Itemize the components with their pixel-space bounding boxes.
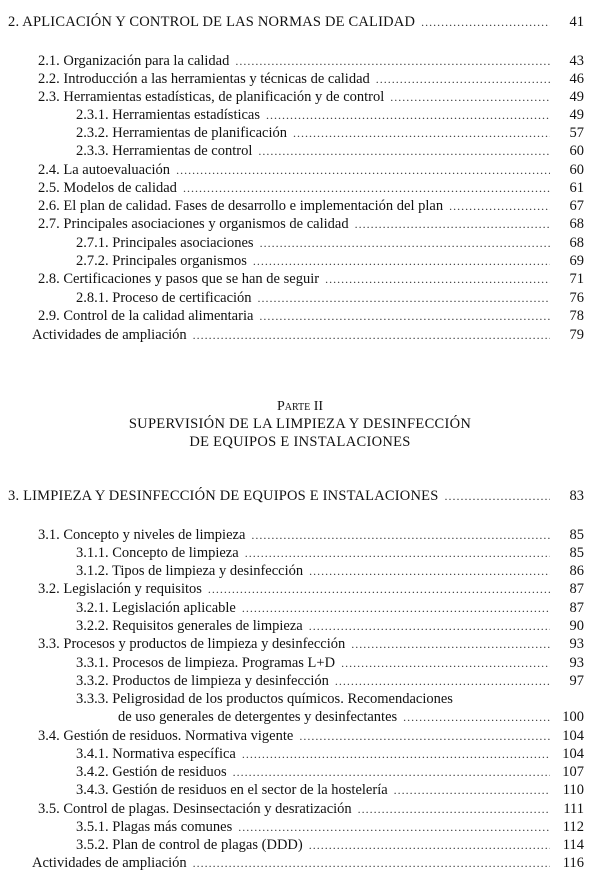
entry-label: 2.3.1. Herramientas estadísticas — [76, 107, 261, 123]
toc-subentry[interactable] — [76, 745, 584, 763]
page-number: 107 — [562, 764, 584, 780]
entry-label: 3.5.2. Plan de control de plagas (DDD) — [76, 837, 303, 853]
dot-leader — [183, 179, 550, 197]
dot-leader — [238, 818, 550, 836]
page-number: 79 — [569, 327, 584, 343]
page-number: 49 — [569, 89, 584, 105]
toc-entry[interactable] — [38, 161, 584, 179]
toc-subentry[interactable] — [76, 106, 584, 124]
dot-leader — [193, 854, 550, 872]
entry-label: 2.1. Organización para la calidad — [38, 53, 230, 69]
dot-leader — [242, 745, 550, 763]
toc-entry[interactable] — [38, 197, 584, 215]
page-number: 60 — [569, 162, 584, 178]
entry-label: 3.2. Legislación y requisitos — [38, 581, 202, 597]
toc-subentry[interactable] — [76, 617, 584, 635]
toc-entry[interactable] — [38, 800, 584, 818]
entry-label: 2.5. Modelos de calidad — [38, 180, 177, 196]
entry-label: 3.3.3. Peligrosidad de los productos químicos. Recomendaciones — [76, 691, 453, 707]
dot-leader — [258, 289, 550, 307]
dot-leader — [259, 307, 550, 325]
dot-leader — [235, 52, 550, 70]
dot-leader — [358, 800, 550, 818]
toc-subentry[interactable] — [76, 818, 584, 836]
entry-label: 3.1.1. Concepto de limpieza — [76, 545, 239, 561]
toc-entry[interactable] — [38, 52, 584, 70]
toc-entry[interactable] — [32, 854, 584, 872]
page-number: 43 — [569, 53, 584, 69]
dot-leader — [260, 234, 550, 252]
page-number: 93 — [569, 655, 584, 671]
dot-leader — [444, 487, 550, 505]
dot-leader — [390, 88, 550, 106]
toc-entry[interactable] — [38, 307, 584, 325]
part-title-line-2: DE EQUIPOS E INSTALACIONES — [189, 434, 411, 450]
entry-label: 2.3.3. Herramientas de control — [76, 143, 253, 159]
entry-label: 3.1. Concepto y niveles de limpieza — [38, 527, 246, 543]
toc-entry[interactable] — [38, 526, 584, 544]
toc-subentry[interactable] — [76, 252, 584, 270]
entry-label: 3.4.2. Gestión de residuos — [76, 764, 227, 780]
toc-subentry[interactable] — [76, 544, 584, 562]
entry-label: 3.1.2. Tipos de limpieza y desinfección — [76, 563, 304, 579]
page-number: 76 — [569, 290, 584, 306]
page-number: 111 — [563, 801, 584, 817]
page-number: 97 — [569, 673, 584, 689]
entry-label: 3.3.1. Procesos de limpieza. Programas L+D — [76, 655, 336, 671]
page-number: 68 — [569, 216, 584, 232]
entry-label: 2.9. Control de la calidad alimentaria — [38, 308, 254, 324]
page-number: 112 — [562, 819, 584, 835]
part-label: Parte II — [276, 399, 324, 414]
entry-label: 3.2.1. Legislación aplicable — [76, 600, 236, 616]
dot-leader — [176, 161, 550, 179]
toc-subentry[interactable] — [76, 289, 584, 307]
entry-label: de uso generales de detergentes y desinfectantes — [118, 709, 398, 725]
dot-leader — [341, 654, 550, 672]
toc-subentry[interactable] — [76, 836, 584, 854]
toc-entry[interactable] — [38, 88, 584, 106]
toc-subentry[interactable] — [76, 142, 584, 160]
toc-subentry[interactable] — [76, 763, 584, 781]
page-number: 41 — [569, 14, 584, 30]
entry-label: 3.3. Procesos y productos de limpieza y desinfección — [38, 636, 346, 652]
toc-subentry[interactable] — [76, 690, 584, 708]
chapter-title: 3. LIMPIEZA Y DESINFECCIÓN DE EQUIPOS E INSTALACIONES — [8, 488, 439, 504]
entry-label: 2.7.1. Principales asociaciones — [76, 235, 254, 251]
entry-label: 2.2. Introducción a las herramientas y técnicas de calidad — [38, 71, 370, 87]
dot-leader — [376, 70, 550, 88]
page-number: 67 — [569, 198, 584, 214]
page-number: 57 — [569, 125, 584, 141]
toc-entry[interactable] — [38, 580, 584, 598]
entry-label: 3.3.2. Productos de limpieza y desinfección — [76, 673, 329, 689]
entry-label: Actividades de ampliación — [32, 855, 187, 871]
page-number: 49 — [569, 107, 584, 123]
page-number: 87 — [569, 581, 584, 597]
page-number: 114 — [562, 837, 584, 853]
page-number: 68 — [569, 235, 584, 251]
dot-leader — [242, 599, 550, 617]
entry-label: 3.5. Control de plagas. Desinsectación y desratización — [38, 801, 352, 817]
entry-label: Actividades de ampliación — [32, 327, 187, 343]
page-number: 87 — [569, 600, 584, 616]
entry-label: 3.4.3. Gestión de residuos en el sector de la hostelería — [76, 782, 388, 798]
page-number: 69 — [569, 253, 584, 269]
chapter-3-heading[interactable] — [8, 487, 584, 505]
page-number: 61 — [569, 180, 584, 196]
entry-label: 3.2.2. Requisitos generales de limpieza — [76, 618, 303, 634]
page-number: 85 — [569, 545, 584, 561]
toc-entry[interactable] — [38, 179, 584, 197]
toc-subentry[interactable] — [76, 124, 584, 142]
page-number: 83 — [569, 488, 584, 504]
entry-label: 2.6. El plan de calidad. Fases de desarrollo e implementación del plan — [38, 198, 444, 214]
toc-entry[interactable] — [38, 270, 584, 288]
entry-label: 3.4.1. Normativa específica — [76, 746, 236, 762]
page-number: 104 — [562, 728, 584, 744]
dot-leader — [193, 326, 550, 344]
dot-leader — [355, 215, 550, 233]
dot-leader — [253, 252, 550, 270]
toc-subentry[interactable] — [76, 234, 584, 252]
toc-subentry[interactable] — [76, 654, 584, 672]
dot-leader — [258, 142, 550, 160]
page-number: 78 — [569, 308, 584, 324]
dot-leader — [309, 562, 550, 580]
toc-entry[interactable] — [38, 727, 584, 745]
entry-label: 2.3.2. Herramientas de planificación — [76, 125, 287, 141]
page-number: 104 — [562, 746, 584, 762]
dot-leader — [293, 124, 550, 142]
toc-entry[interactable] — [38, 215, 584, 233]
dot-leader — [421, 13, 550, 31]
dot-leader — [233, 763, 550, 781]
entry-label: 2.3. Herramientas estadísticas, de planificación y de control — [38, 89, 385, 105]
toc-subentry-continuation[interactable] — [118, 708, 584, 726]
dot-leader — [299, 727, 550, 745]
page-number: 116 — [562, 855, 584, 871]
dot-leader — [449, 197, 550, 215]
dot-leader — [208, 580, 550, 598]
dot-leader — [245, 544, 550, 562]
toc-entry[interactable] — [32, 326, 584, 344]
entry-label: 2.8. Certificaciones y pasos que se han de seguir — [38, 271, 320, 287]
dot-leader — [251, 526, 550, 544]
dot-leader — [394, 781, 550, 799]
dot-leader — [309, 617, 550, 635]
toc-entry[interactable] — [38, 70, 584, 88]
dot-leader — [335, 672, 550, 690]
entry-label: 2.7.2. Principales organismos — [76, 253, 247, 269]
entry-label: 2.7. Principales asociaciones y organismos de calidad — [38, 216, 349, 232]
entry-label: 3.4. Gestión de residuos. Normativa vigente — [38, 728, 294, 744]
toc-subentry[interactable] — [76, 562, 584, 580]
toc-entry[interactable] — [38, 635, 584, 653]
dot-leader — [266, 106, 550, 124]
page-number: 85 — [569, 527, 584, 543]
entry-label: 3.5.1. Plagas más comunes — [76, 819, 233, 835]
page-number: 71 — [569, 271, 584, 287]
entry-label: 2.8.1. Proceso de certificación — [76, 290, 252, 306]
entry-label: 2.4. La autoevaluación — [38, 162, 171, 178]
part-title-line-1: SUPERVISIÓN DE LA LIMPIEZA Y DESINFECCIÓN — [128, 416, 472, 432]
page-number: 60 — [569, 143, 584, 159]
toc-subentry[interactable] — [76, 599, 584, 617]
dot-leader — [403, 708, 550, 726]
chapter-2-heading[interactable] — [8, 13, 584, 31]
toc-subentry[interactable] — [76, 781, 584, 799]
page-number: 100 — [562, 709, 584, 725]
dot-leader — [351, 635, 550, 653]
chapter-title: 2. APLICACIÓN Y CONTROL DE LAS NORMAS DE CALIDAD — [8, 14, 416, 30]
page-number: 86 — [569, 563, 584, 579]
dot-leader — [309, 836, 550, 854]
page-number: 90 — [569, 618, 584, 634]
toc-subentry[interactable] — [76, 672, 584, 690]
page-number: 46 — [569, 71, 584, 87]
dot-leader — [325, 270, 550, 288]
page-number: 110 — [562, 782, 584, 798]
page-number: 93 — [569, 636, 584, 652]
